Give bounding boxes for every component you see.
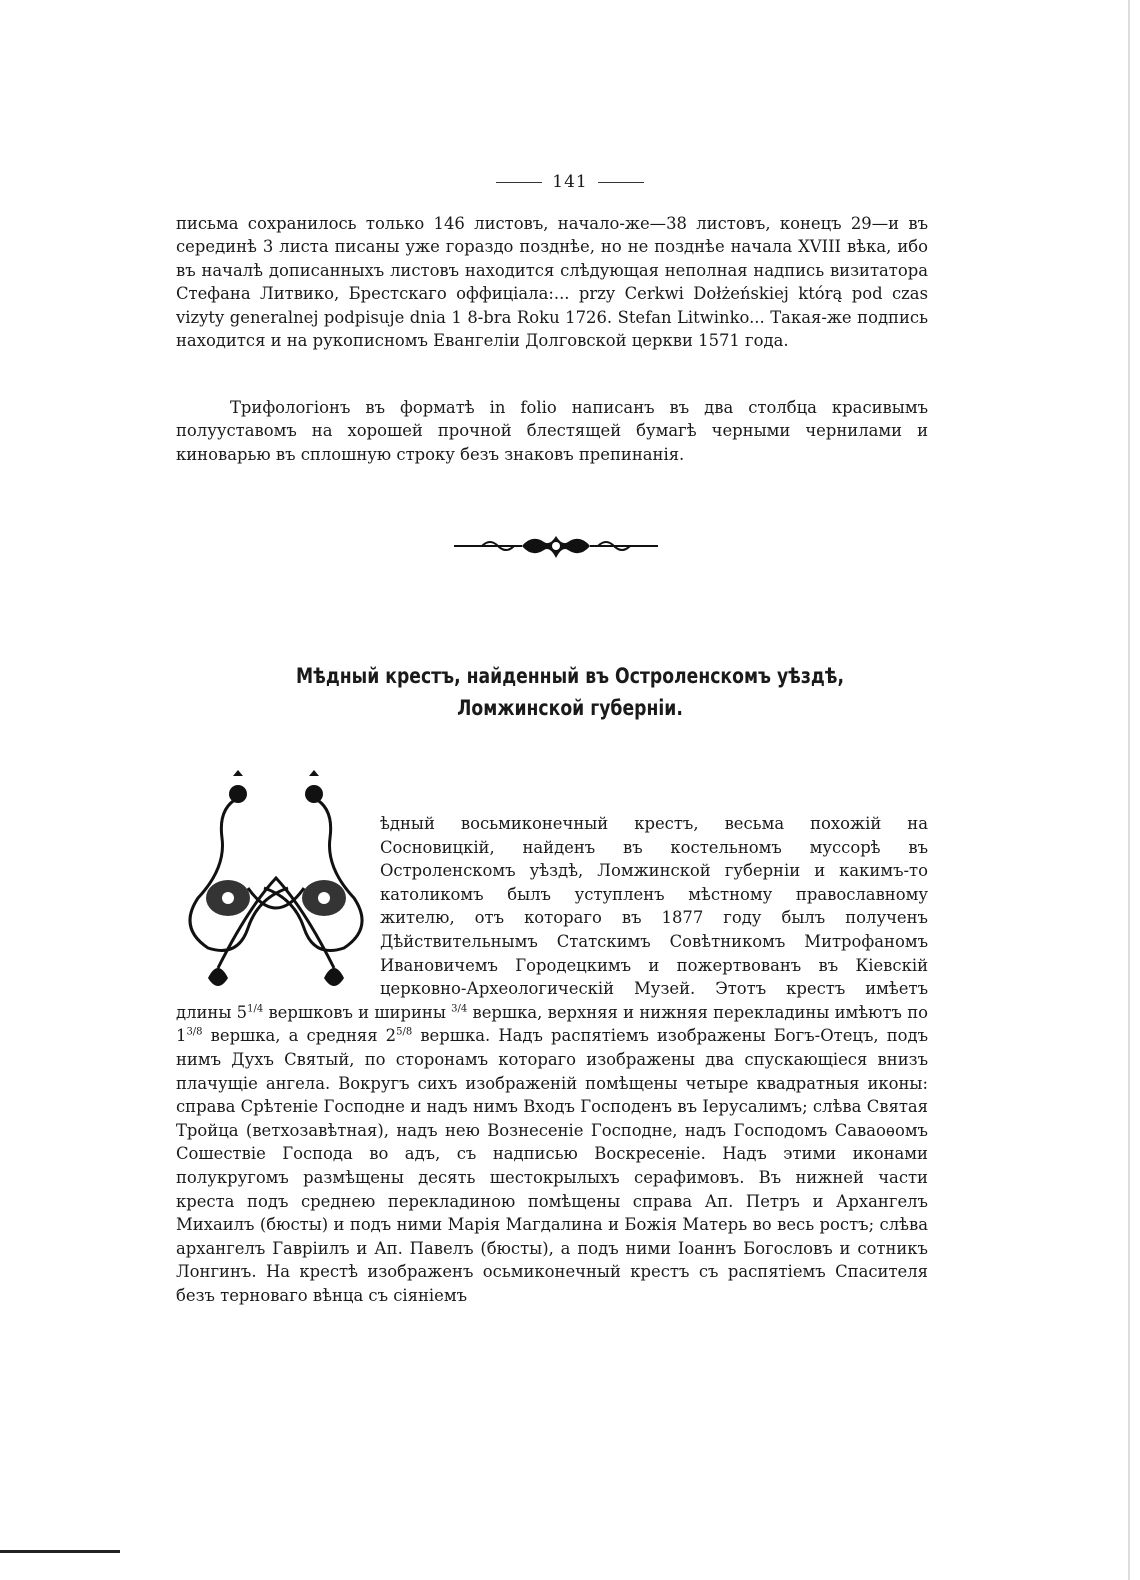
paragraph-trifologion	[176, 396, 928, 466]
fraction-crossbar: 3/8	[186, 1026, 203, 1038]
article-title-line-1: Мѣдный крестъ, найденный въ Остроленскомъ уѣздѣ,	[296, 664, 844, 688]
paragraph-1-text: письма сохранилось только 146 листовъ, начало-же—38 листовъ, конецъ 29—и въ серединѣ 3 листа писаны уже гораздо позднѣе, но не позднѣе начала XVIII вѣка, ибо въ началѣ дописанныхъ листовъ находится слѣдующая неполная надпись визитатора Стефана Литвико, Брестскаго оффиціала:... przy Cerkwi Dołżeńskiej którą pod czas vizyty generalnej podpisuje dnia 1 8-bra Roku 1726. Stefan Litwinko... Такая-же подпись находится и на рукописномъ Евангеліи Долговской церкви 1571 года.	[176, 214, 928, 351]
page-number: 141	[552, 172, 588, 192]
article-title	[250, 660, 890, 724]
fraction-middle: 5/8	[396, 1026, 413, 1038]
scan-right-edge	[1128, 0, 1130, 1580]
fraction-length: 1/4	[247, 1003, 264, 1015]
header-dash-right	[598, 182, 644, 183]
body-part-5: вершка. Надъ распятіемъ изображены Богъ-Отецъ, подъ нимъ Духъ Святый, по сторонамъ котораго изображены два спускающіеся внизъ плачущіе ангела. Вокругъ сихъ изображеній помѣщены четыре квадратныя иконы: справа Срѣтеніе Господне и надъ нимъ Входъ Господенъ въ Іерусалимъ; слѣва Святая Тройца (ветхозавѣтная), надъ нею Вознесеніе Господне, надъ Господомъ Саваоѳомъ Сошествіе Господа во адъ, съ надписью Воскресеніе. Надъ этими иконами полукругомъ размѣщены десять шестокрылыхъ серафимовъ. Въ нижней части креста подъ среднею перекладиною помѣщены справа Ап. Петръ и Архангелъ Михаилъ (бюсты) и подъ ними Марія Магдалина и Божія Матерь во весь ростъ; слѣва архангелъ Гавріилъ и Ап. Павелъ (бюсты), а подъ ними Іоаннъ Богословъ и сотникъ Лонгинъ. На крестѣ изображенъ осьмиконечный крестъ съ распятіемъ Спасителя безъ терноваго вѣнца съ сіяніемъ	[176, 1026, 929, 1305]
fraction-width: 3/4	[451, 1003, 468, 1015]
paragraph-2-text: Трифологіонъ въ форматѣ in folio написанъ въ два столбца красивымъ полууставомъ на хорошей прочной блестящей бумагѣ черными чернилами и киноварью въ сплошную строку безъ знаковъ препинанія.	[176, 398, 928, 464]
article-body	[176, 812, 928, 1307]
body-part-2: вершковъ и ширины	[263, 1002, 452, 1022]
body-part-3: вершка, верхняя и нижняя перекладины имѣютъ по 1	[176, 1002, 928, 1046]
body-part-4: вершка, а средняя 2	[202, 1026, 397, 1046]
section-divider-ornament	[452, 528, 660, 564]
header-dash-left	[496, 182, 542, 183]
initial-spacer	[176, 812, 380, 980]
body-part-1: ѣдный восьмиконечный крестъ, весьма похожій на Сосновицкій, найденъ въ костельномъ муссорѣ въ Остроленскомъ уѣздѣ, Ломжинской губерніи и какимъ-то католикомъ былъ уступленъ мѣстному православному жителю, отъ котораго въ 1877 году былъ полученъ Дѣйствительнымъ Статскимъ Совѣтникомъ Митрофаномъ Ивановичемъ Городецкимъ и пожертвованъ въ Кіевскій церковно-Археологическій Музей. Этотъ крестъ имѣетъ длины 5	[176, 814, 928, 1022]
scan-edge-mark	[0, 1550, 120, 1553]
page-number-header	[0, 172, 1140, 192]
article-title-line-2: Ломжинской губерніи.	[457, 696, 683, 720]
paragraph-continued	[176, 212, 928, 352]
